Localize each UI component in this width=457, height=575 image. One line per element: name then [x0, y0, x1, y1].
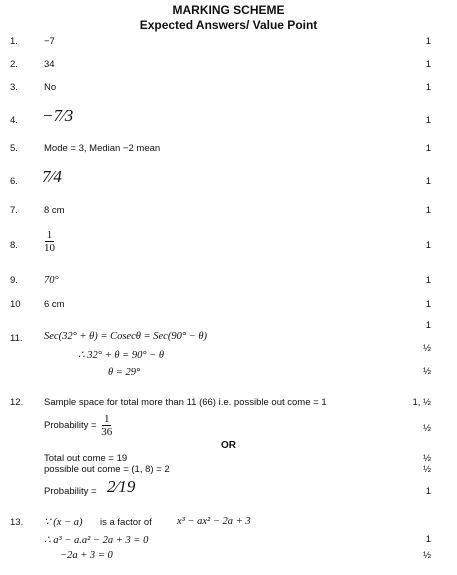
- answer-text: 70°: [44, 275, 59, 286]
- mark-value: 1: [425, 205, 431, 216]
- mark-value: 1: [425, 320, 431, 331]
- mark-value: 1: [425, 534, 431, 545]
- answer-text: 8 cm: [44, 205, 65, 216]
- mark-value: 1: [425, 143, 431, 154]
- mark-value: 1: [425, 486, 431, 497]
- answer-text: possible out come = (1, 8) = 2: [44, 464, 170, 475]
- equation-line: x³ − ax² − 2a + 3: [177, 516, 251, 527]
- question-number: 7.: [10, 205, 18, 216]
- answer-text: Total out come = 19: [44, 453, 128, 464]
- mark-value: 1: [425, 115, 431, 126]
- equation-line: ∴ 32° + θ = 90° − θ: [78, 350, 165, 361]
- question-number: 1.: [10, 36, 18, 47]
- mark-value: ½: [423, 366, 431, 377]
- mark-value: 1: [425, 176, 431, 187]
- answer-text: No: [44, 82, 57, 93]
- equation-line: −2a + 3 = 0: [60, 550, 113, 561]
- question-number: 11.: [10, 333, 23, 344]
- fraction-denominator: 10: [44, 242, 55, 254]
- mark-value: ½: [423, 343, 431, 354]
- probability-label: Probability =: [44, 486, 97, 497]
- answer-fraction: −7⁄3: [42, 106, 74, 125]
- equation-line: Sec(32° + θ) = Cosecθ = Sec(90° − θ): [44, 331, 208, 342]
- question-number: 5.: [10, 143, 18, 154]
- fraction-numerator: 1: [103, 413, 110, 425]
- or-separator: OR: [221, 440, 236, 451]
- question-number: 8.: [10, 240, 18, 251]
- answer-text: −7: [44, 36, 55, 47]
- fraction-denominator: 36: [101, 426, 113, 438]
- probability-label: Probability =: [44, 420, 97, 432]
- mark-value: ½: [423, 464, 431, 475]
- answer-text: Mode = 3, Median −2 mean: [44, 143, 161, 154]
- question-number: 3.: [10, 82, 18, 93]
- answer-text: 34: [44, 59, 55, 70]
- answer-fraction: 7⁄4: [42, 167, 62, 186]
- answer-fraction: 2⁄19: [107, 477, 136, 496]
- question-number: 2.: [10, 59, 18, 70]
- question-number: 4.: [10, 115, 18, 126]
- mark-value: 1: [425, 299, 431, 310]
- fraction-numerator: 1: [46, 229, 53, 241]
- question-number: 6.: [10, 176, 18, 187]
- question-number: 12.: [10, 397, 24, 408]
- mark-value: ½: [423, 423, 431, 434]
- page-subtitle: Expected Answers/ Value Point: [139, 18, 318, 32]
- answer-text: Sample space for total more than 11 (66) i.e. possible out come = 1: [44, 397, 327, 408]
- question-number: 13.: [10, 517, 24, 528]
- probability-line: [44, 413, 114, 438]
- answer-fraction: [42, 229, 57, 254]
- mark-value: ½: [423, 453, 431, 464]
- question-number: 9.: [10, 275, 18, 286]
- equation-line: ∴ a³ − a.a² − 2a + 3 = 0: [44, 535, 149, 546]
- answer-text: 6 cm: [44, 299, 65, 310]
- equation-line: ∵ (x − a): [44, 517, 83, 528]
- answer-text: is a factor of: [100, 517, 152, 528]
- mark-value: 1: [425, 36, 431, 47]
- question-number: 10: [10, 299, 21, 310]
- mark-value: 1: [425, 59, 431, 70]
- mark-value: 1, ½: [412, 397, 431, 408]
- mark-value: 1: [425, 275, 431, 286]
- equation-line: θ = 29°: [108, 367, 141, 378]
- mark-value: 1: [425, 82, 431, 93]
- mark-value: ½: [423, 550, 431, 561]
- mark-value: 1: [425, 240, 431, 251]
- page-title: MARKING SCHEME: [172, 3, 285, 17]
